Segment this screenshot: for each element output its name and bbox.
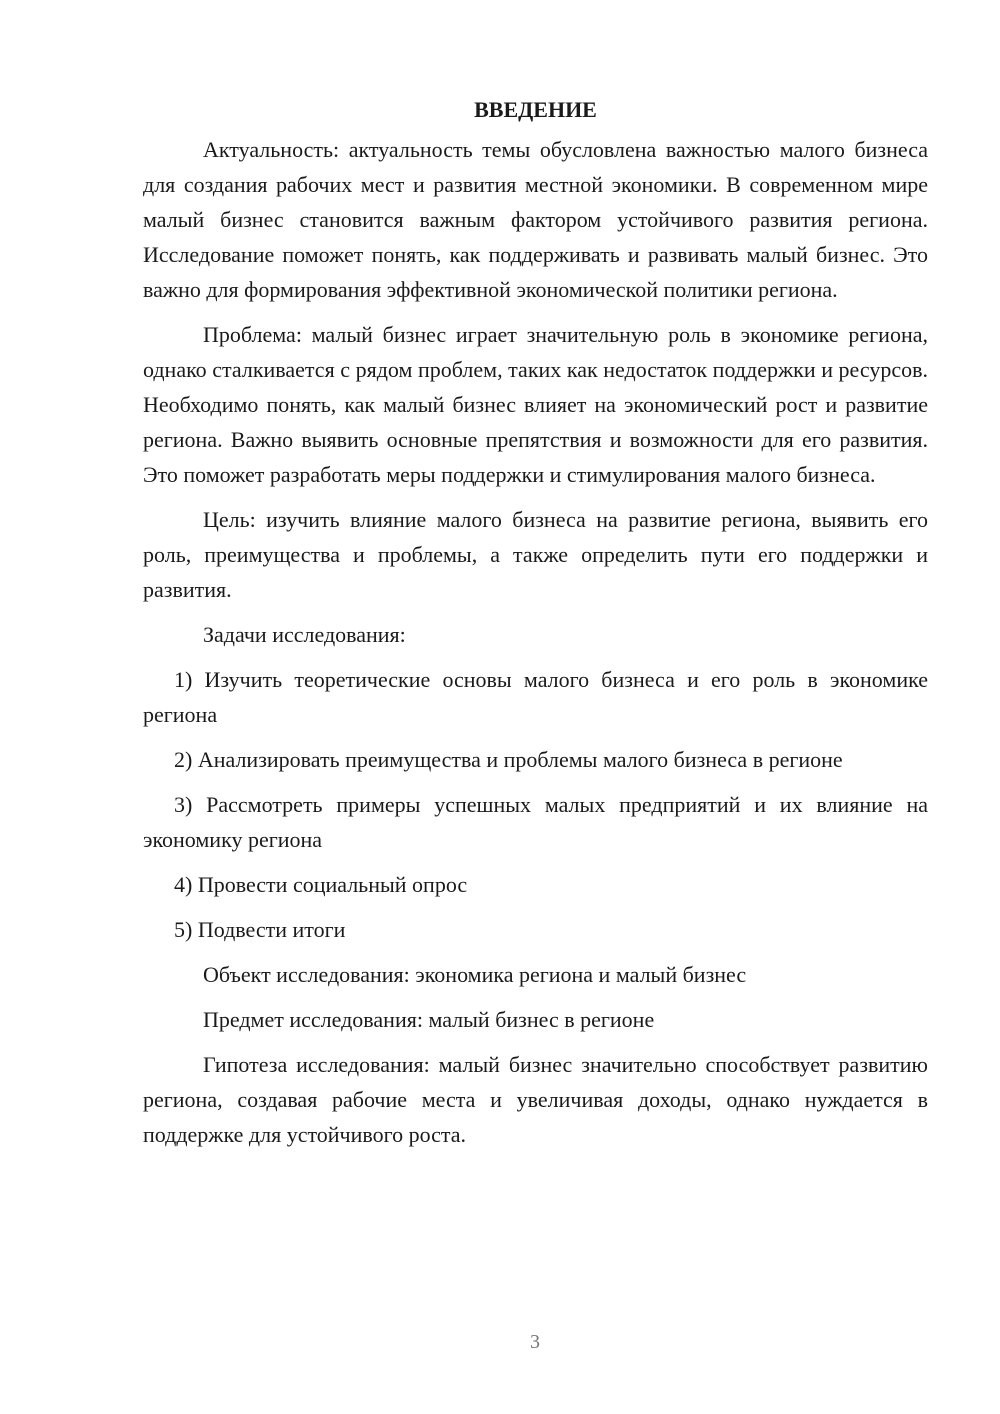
document-page [143,92,928,1152]
list-item: 4) Провести социальный опрос [174,872,468,897]
page-number: 3 [530,1331,540,1353]
hypothesis-paragraph: Гипотеза исследования: малый бизнес значительно способствует развитию региона, создавая рабочие места и увеличивая доходы, однако нуждается в поддержке для устойчивого роста. [143,1052,928,1147]
list-item: 2) Анализировать преимущества и проблемы малого бизнеса в регионе [174,747,843,772]
list-item: 5) Подвести итоги [174,917,346,942]
relevance-paragraph: Актуальность: актуальность темы обусловлена важностью малого бизнеса для создания рабочих мест и развития местной экономики. В современном мире малый бизнес становится важным фактором устойчивого развития региона. Исследование поможет понять, как поддерживать и развивать малый бизнес. Это важно для формирования эффективной экономической политики региона. [143,137,928,302]
list-item: 1) Изучить теоретические основы малого бизнеса и его роль в экономике региона [143,667,928,727]
problem-paragraph: Проблема: малый бизнес играет значительную роль в экономике региона, однако сталкивается с рядом проблем, таких как недостаток поддержки и ресурсов. Необходимо понять, как малый бизнес влияет на экономический рост и развитие региона. Важно выявить основные препятствия и возможности для его развития. Это поможет разработать меры поддержки и стимулирования малого бизнеса. [143,322,928,487]
page-title: ВВЕДЕНИЕ [474,97,597,122]
subject-paragraph: Предмет исследования: малый бизнес в регионе [203,1007,655,1032]
list-item: 3) Рассмотреть примеры успешных малых предприятий и их влияние на экономику региона [143,792,928,852]
goal-paragraph: Цель: изучить влияние малого бизнеса на развитие региона, выявить его роль, преимущества и проблемы, а также определить пути его поддержки и развития. [143,507,928,602]
object-paragraph: Объект исследования: экономика региона и малый бизнес [203,962,747,987]
tasks-heading: Задачи исследования: [203,622,406,647]
